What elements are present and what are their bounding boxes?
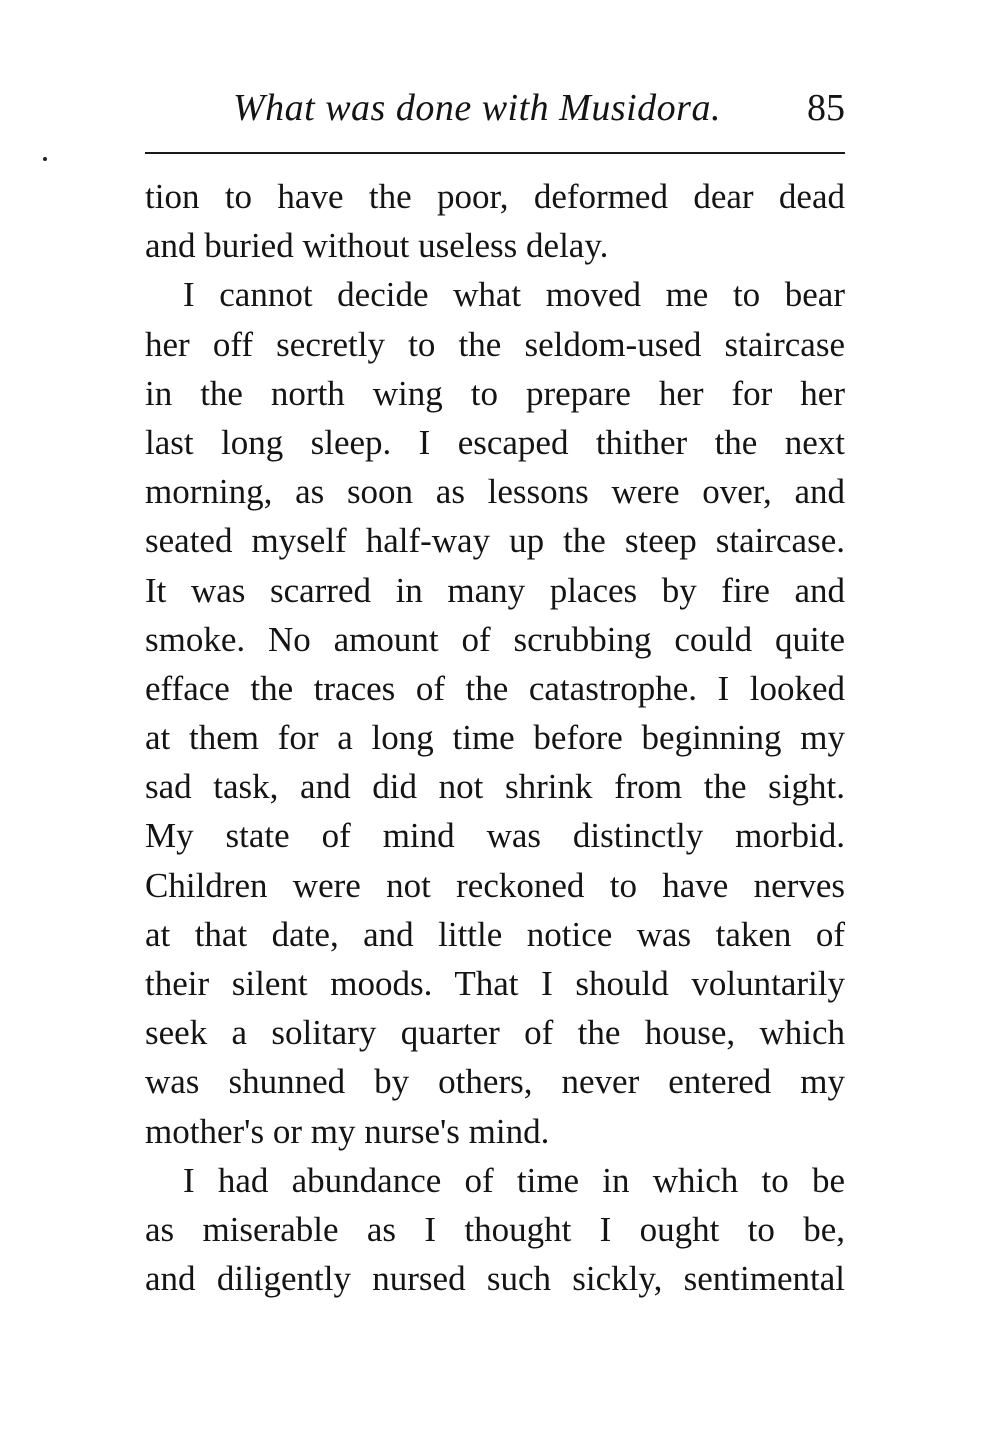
page-header — [145, 78, 845, 138]
text-line: seek a solitary quarter of the house, which — [145, 1013, 845, 1053]
text-line: tion to have the poor, deformed dear dead — [145, 177, 845, 216]
text-line: I cannot decide what moved me to bear — [183, 275, 845, 315]
text-line: mother's or my nurse's mind. — [145, 1111, 550, 1151]
text-line: at that date, and little notice was taken of — [145, 914, 845, 954]
header-rule — [145, 152, 845, 154]
text-line: as miserable as I thought I ought to be, — [145, 1209, 845, 1249]
text-line: was shunned by others, never entered my — [145, 1062, 845, 1102]
text-line: My state of mind was distinctly morbid. — [145, 816, 845, 856]
text-line: seated myself half-way up the steep staircase. — [145, 521, 845, 561]
text-line: at them for a long time before beginning my — [145, 718, 845, 758]
text-line: smoke. No amount of scrubbing could quite — [145, 619, 845, 659]
text-line: in the north wing to prepare her for her — [145, 373, 845, 413]
text-line: last long sleep. I escaped thither the next — [145, 422, 845, 462]
text-line: efface the traces of the catastrophe. I looked — [145, 668, 845, 708]
text-line: and buried without useless delay. — [145, 226, 609, 266]
paragraph-1 — [145, 172, 845, 270]
text-line: her off secretly to the seldom-used staircase — [145, 324, 845, 364]
text-line: It was scarred in many places by fire and — [145, 570, 845, 610]
text-line: and diligently nursed such sickly, sentimental — [145, 1259, 845, 1299]
paragraph-2 — [145, 270, 845, 1155]
body-text — [145, 172, 845, 1303]
text-line: sad task, and did not shrink from the sight. — [145, 767, 845, 807]
running-title: What was done with Musidora. — [233, 87, 721, 129]
text-line: I had abundance of time in which to be — [183, 1160, 845, 1200]
ink-speck — [43, 157, 47, 161]
page-number: 85 — [807, 87, 845, 129]
text-line: morning, as soon as lessons were over, and — [145, 472, 845, 512]
text-line: Children were not reckoned to have nerves — [145, 865, 845, 905]
paragraph-3 — [145, 1156, 845, 1304]
text-line: their silent moods. That I should voluntarily — [145, 964, 845, 1003]
